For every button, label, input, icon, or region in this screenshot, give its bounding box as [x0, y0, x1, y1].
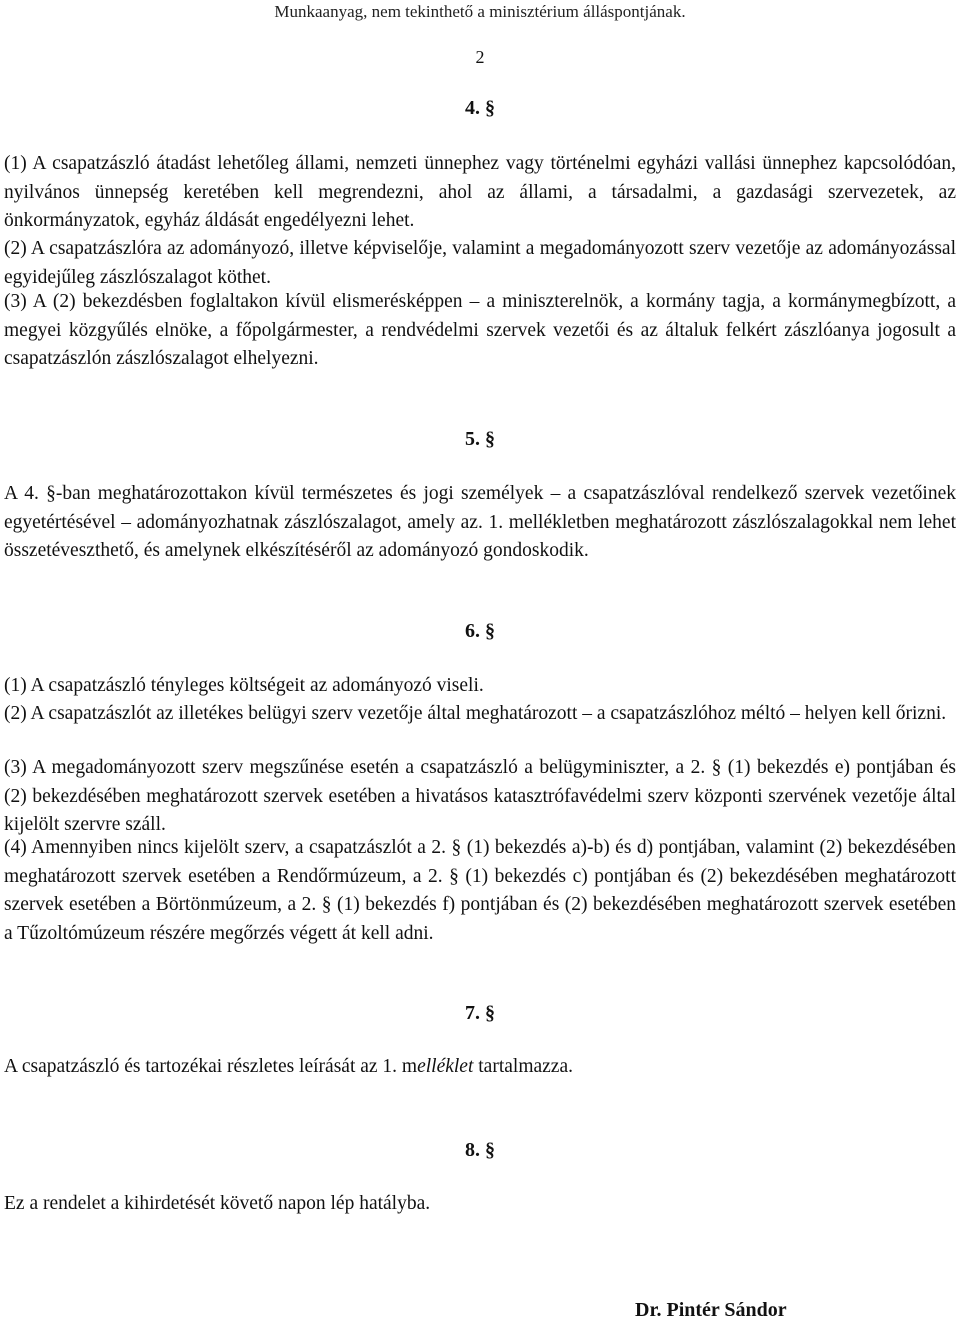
- section-4-paragraph-1: (1) A csapatzászló átadást lehetőleg állami, nemzeti ünnephez vagy történelmi egyházi vallási ünnephez kapcsolódóan, nyilvános ünnepség keretében kell megrendezni, ahol az állami, a társadalmi, a gazdasági szervezetek, az önkormányzatok, egyház áldását engedélyezni lehet.: [4, 153, 956, 232]
- section-6-title: 6. §: [465, 620, 495, 642]
- page-header: Munkaanyag, nem tekinthető a minisztérium álláspontjának.: [274, 2, 686, 21]
- section-6-paragraph-1: (1) A csapatzászló tényleges költségeit az adományozó viseli.: [4, 675, 484, 696]
- section-7-title: 7. §: [465, 1002, 495, 1024]
- section-7-text-start: A csapatzászló és tartozékai részletes leírását az 1. m: [4, 1056, 418, 1077]
- page-number: 2: [475, 47, 485, 67]
- section-4-title: 4. §: [465, 97, 495, 119]
- section-7-text-italic: elléklet: [417, 1056, 474, 1077]
- section-4-paragraph-3: (3) A (2) bekezdésben foglaltakon kívül elismerésképpen – a miniszterelnök, a kormány tagja, a kormánymegbízott, a megyei közgyűlés elnöke, a főpolgármester, a rendvédelmi szervek vezetői és az általuk felkért zászlóanya jogosult a csapatzászlón zászlószalagot elhelyezni.: [4, 291, 956, 370]
- section-5-title: 5. §: [465, 428, 495, 450]
- section-6-paragraph-4: (4) Amennyiben nincs kijelölt szerv, a csapatzászlót a 2. § (1) bekezdés a)-b) és d) pontjában, valamint (2) bekezdésében meghatározott szervek esetében a Rendőrmúzeum, a 2. § (1) bekezdés c) pontjában és (2) bekezdésében meghatározott szervek esetében a Börtönmúzeum, a 2. § (1) bekezdés f) pontjában és (2) bekezdésében meghatározott szervek esetében a Tűzoltómúzeum részére megőrzés végett át kell adni.: [4, 837, 956, 944]
- section-8-paragraph-1: Ez a rendelet a kihirdetését követő napon lép hatályba.: [4, 1193, 431, 1214]
- signature-name: Dr. Pintér Sándor: [635, 1299, 787, 1321]
- section-4-paragraph-2: (2) A csapatzászlóra az adományozó, illetve képviselője, valamint a megadományozott szerv vezetője az adományozással egyidejűleg zászlószalagot köthet.: [4, 238, 956, 288]
- section-6-paragraph-3: (3) A megadományozott szerv megszűnése esetén a csapatzászló a belügyminiszter, a 2. § (1) bekezdés e) pontjában és (2) bekezdésében meghatározott szervek esetében a hivatásos katasztrófavédelmi szerv központi szervének vezetője által kijelölt szervre száll.: [4, 757, 956, 836]
- section-7-text-end: tartalmazza.: [473, 1056, 573, 1077]
- section-7-paragraph-1: [4, 1053, 956, 1082]
- section-8-title: 8. §: [465, 1139, 495, 1161]
- section-6-paragraph-2: (2) A csapatzászlót az illetékes belügyi szerv vezetője által meghatározott – a csapatzászlóhoz méltó – helyen kell őrizni.: [4, 703, 947, 724]
- section-5-paragraph-1: A 4. §-ban meghatározottakon kívül természetes és jogi személyek – a csapatzászlóval rendelkező szervek vezetőinek egyetértésével – adományozhatnak zászlószalagot, amely az. 1. mellékletben meghatározott zászlószalagokkal nem lehet összetéveszthető, és amelynek elkészítéséről az adományozó gondoskodik.: [4, 483, 956, 562]
